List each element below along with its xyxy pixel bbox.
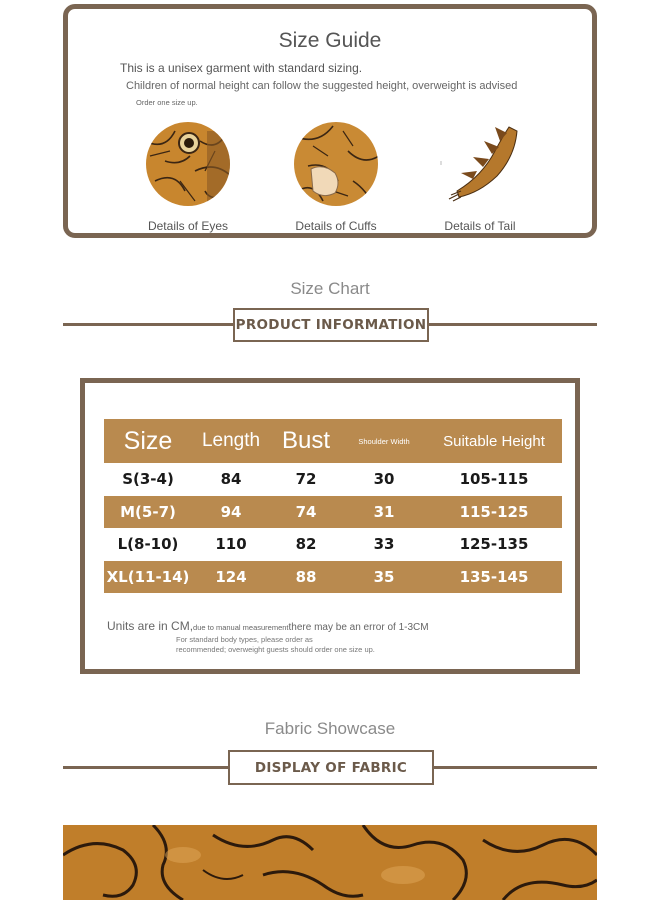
size-table [104, 419, 562, 593]
col-suitable-height: Suitable Height [443, 432, 545, 450]
units-note [107, 619, 429, 633]
cell-shoulder: 35 [373, 567, 395, 586]
product-information-header: PRODUCT INFORMATION [233, 308, 429, 342]
detail-tail-label: Details of Tail [444, 219, 516, 233]
size-guide-text-1: This is a unisex garment with standard sizing. [120, 61, 363, 75]
size-chart-title: Size Chart [290, 279, 370, 298]
fabric-image [63, 825, 597, 900]
cell-length: 110 [215, 535, 247, 554]
eyes-detail-image [145, 121, 231, 207]
cell-size: XL(11-14) [106, 567, 190, 586]
cell-size: S(3-4) [122, 470, 174, 489]
size-guide-text-2: Children of normal height can follow the suggested height, overweight is advised [126, 80, 518, 92]
detail-eyes [118, 121, 258, 233]
size-guide-title: Size Guide [278, 29, 382, 52]
table-row [104, 463, 562, 496]
size-guide-card [63, 4, 597, 238]
col-length: Length [201, 430, 261, 451]
display-of-fabric-header: DISPLAY OF FABRIC [228, 750, 434, 785]
tail-detail-image [437, 121, 523, 207]
fit-note-2: recommended; overweight guests should order one size up. [176, 645, 375, 654]
cell-bust: 82 [295, 535, 317, 554]
cell-shoulder: 31 [373, 502, 395, 521]
cell-length: 84 [220, 470, 242, 489]
table-row [104, 496, 562, 529]
detail-cuffs-label: Details of Cuffs [295, 219, 377, 233]
col-bust: Bust [281, 427, 331, 454]
cell-bust: 72 [295, 470, 317, 489]
fit-note-1: For standard body types, please order as [176, 635, 313, 644]
cell-height: 105-115 [459, 470, 529, 489]
cell-shoulder: 33 [373, 535, 395, 554]
cell-size: L(8-10) [117, 535, 179, 554]
cell-height: 125-135 [459, 535, 529, 554]
col-shoulder-width: Shoulder Width [358, 436, 410, 446]
cell-shoulder: 30 [373, 470, 395, 489]
units-text-c: there may be an error of 1-3CM [288, 622, 429, 633]
cell-length: 124 [215, 567, 247, 586]
cell-size: M(5-7) [120, 502, 176, 521]
cuffs-detail-image [293, 121, 379, 207]
table-row [104, 528, 562, 561]
table-row [104, 561, 562, 594]
size-chart-card [80, 378, 580, 674]
col-size: Size [123, 426, 173, 455]
fabric-showcase-title: Fabric Showcase [264, 719, 396, 738]
size-guide-text-3: Order one size up. [136, 98, 198, 107]
cell-bust: 74 [295, 502, 317, 521]
cell-bust: 88 [295, 567, 317, 586]
cell-height: 115-125 [459, 502, 529, 521]
units-text-a: Units are in CM, [107, 619, 194, 633]
detail-tail [410, 121, 550, 233]
cell-height: 135-145 [459, 567, 529, 586]
detail-cuffs [266, 121, 406, 233]
table-header-row [104, 419, 562, 463]
detail-eyes-label: Details of Eyes [147, 219, 229, 233]
cell-length: 94 [220, 502, 242, 521]
units-text-b: due to manual measurement [193, 623, 289, 632]
